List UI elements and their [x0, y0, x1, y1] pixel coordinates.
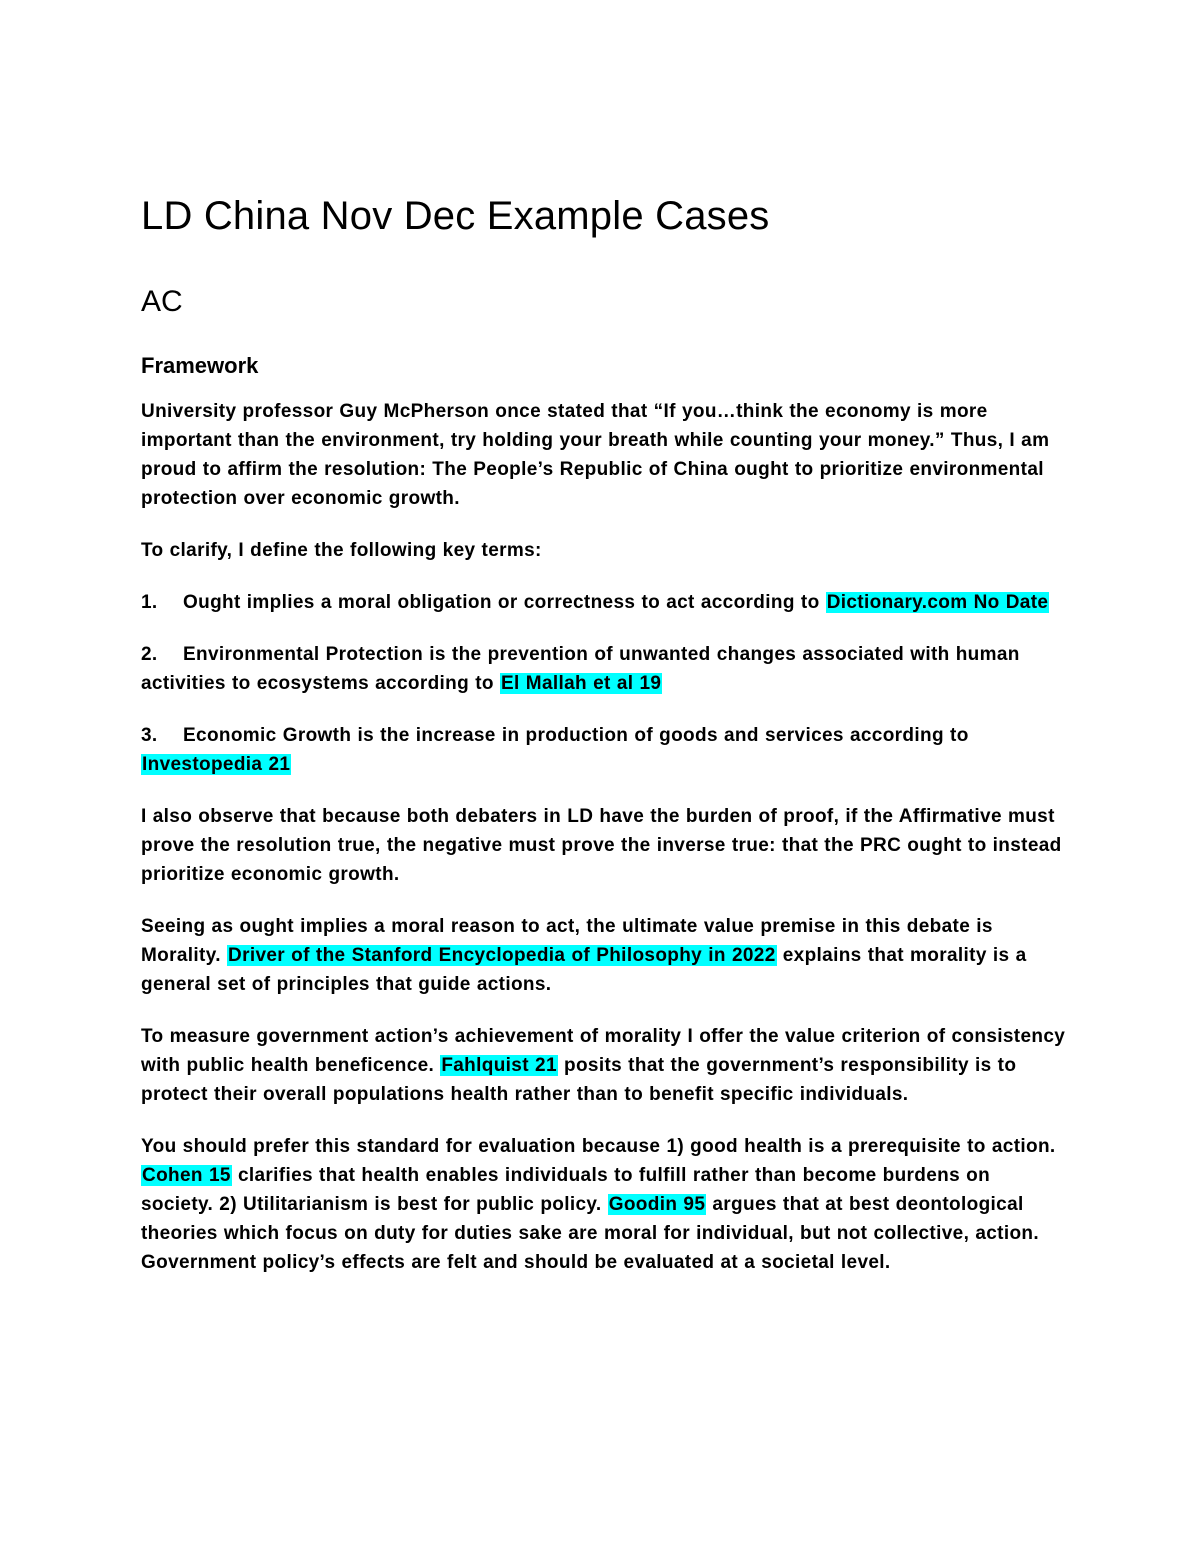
paragraph-text: clarifies that health enables individuals to fulfill rather than become burdens on society. 2) Utilitarianism is best for public policy.	[141, 1165, 991, 1215]
paragraph-text: posits that the government’s responsibility is to protect their overall populations health rather than to benefit specific individuals.	[141, 1055, 1017, 1105]
definition-item	[141, 640, 1066, 698]
citation-highlight: Goodin 95	[608, 1194, 706, 1215]
definition-item	[141, 588, 1066, 617]
citation-highlight: Driver of the Stanford Encyclopedia of Philosophy in 2022	[228, 945, 776, 966]
list-number: 2.	[141, 644, 158, 665]
citation-highlight: Fahlquist 21	[441, 1055, 557, 1076]
definition-text: Environmental Protection is the prevention of unwanted changes associated with human activities to ecosystems according to	[141, 644, 1020, 694]
value-paragraph	[141, 912, 1066, 999]
citation-highlight: Investopedia 21	[142, 754, 291, 775]
citation-highlight: Dictionary.com No Date	[826, 592, 1049, 613]
burden-paragraph: I also observe that because both debaters in LD have the burden of proof, if the Affirmative must prove the resolution true, the negative must prove the inverse true: that the PRC ought to instead prioritize economic growth.	[141, 806, 1062, 885]
citation-highlight: Cohen 15	[142, 1165, 231, 1186]
paragraph-text: argues that at best deontological theories which focus on duty for duties sake are moral for individual, but not collective, action. Government policy’s effects are felt and should be evaluated at a societal level.	[141, 1194, 1040, 1273]
citation-highlight: El Mallah et al 19	[500, 673, 662, 694]
document-title: LD China Nov Dec Example Cases	[141, 194, 770, 238]
definition-text: Ought implies a moral obligation or correctness to act according to	[183, 592, 826, 613]
paragraph-text: To measure government action’s achievement of morality I offer the value criterion of consistency with public health beneficence.	[141, 1026, 1066, 1076]
paragraph-text: Seeing as ought implies a moral reason to act, the ultimate value premise in this debate is Morality.	[141, 916, 993, 966]
list-number: 1.	[141, 592, 158, 613]
intro-paragraph: University professor Guy McPherson once stated that “If you…think the economy is more important than the environment, try holding your breath while counting your money.” Thus, I am proud to affirm the resolution: The People’s Republic of China ought to prioritize environmental protection over economic growth.	[141, 401, 1050, 509]
document-page	[141, 190, 1066, 1277]
prefer-paragraph	[141, 1132, 1066, 1277]
paragraph-text: You should prefer this standard for evaluation because 1) good health is a prerequisite to action.	[141, 1136, 1056, 1157]
definition-item	[141, 721, 1066, 779]
criterion-paragraph	[141, 1022, 1066, 1109]
section-heading: AC	[141, 285, 183, 318]
paragraph-text: explains that morality is a general set of principles that guide actions.	[141, 945, 1027, 995]
list-number: 3.	[141, 725, 158, 746]
definition-text: Economic Growth is the increase in production of goods and services according to	[183, 725, 969, 746]
subsection-heading: Framework	[141, 353, 259, 378]
clarify-paragraph: To clarify, I define the following key terms:	[141, 540, 542, 561]
